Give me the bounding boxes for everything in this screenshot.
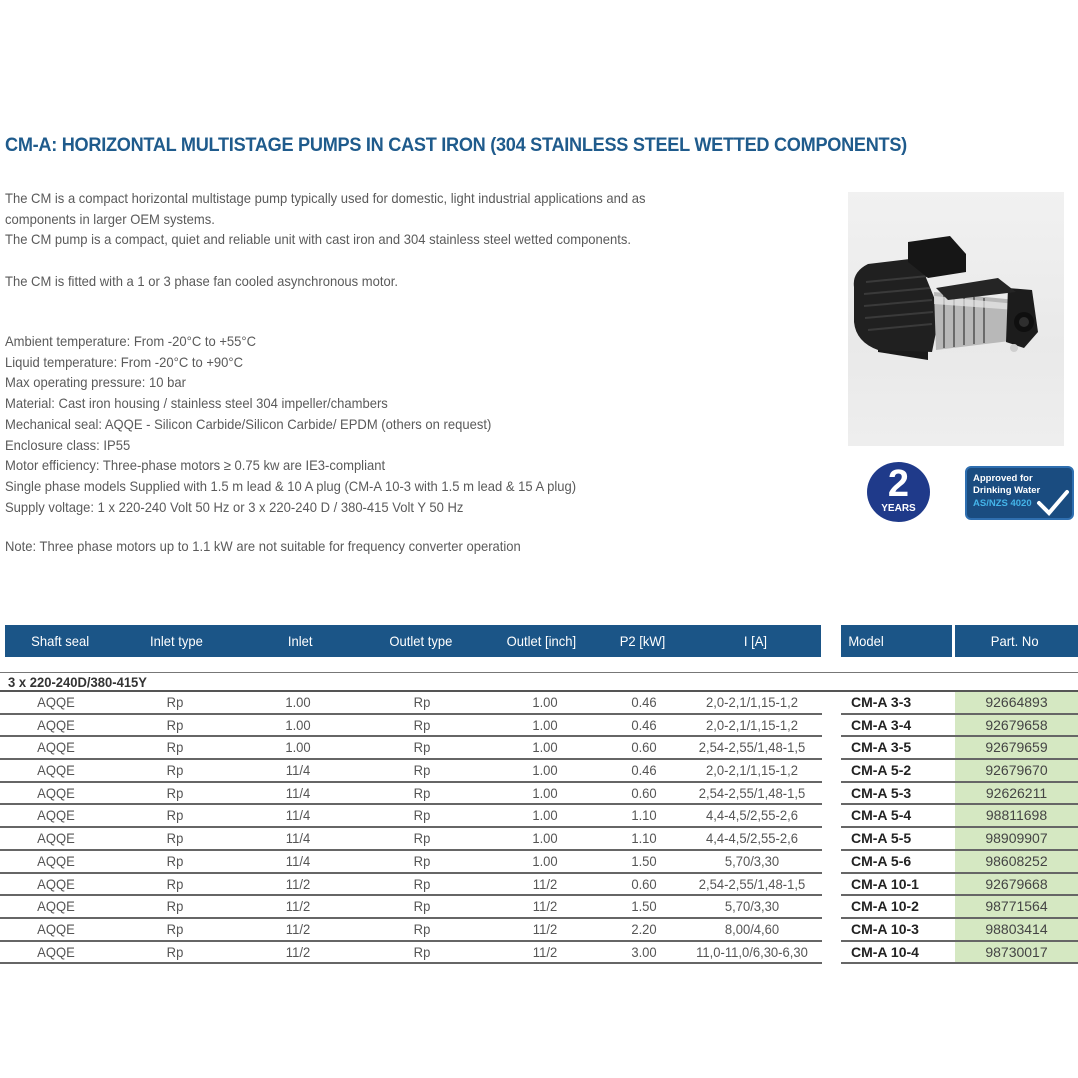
inlet-cell: 1.00 xyxy=(285,739,311,756)
shaft-seal-cell: AQQE xyxy=(37,716,75,733)
model-cell: CM-A 5-4 xyxy=(851,807,912,824)
outlet-cell: 11/2 xyxy=(532,943,558,960)
shaft-seal-cell: AQQE xyxy=(37,898,75,915)
outlet-type-cell: Rp xyxy=(413,784,431,801)
col-header-part-no: Part. No xyxy=(990,633,1039,649)
warranty-years-label: YEARS xyxy=(881,503,916,514)
inlet-cell: 1.00 xyxy=(285,694,311,710)
current-cell: 5,70/3,30 xyxy=(724,898,780,915)
table-row xyxy=(0,896,1078,919)
voltage-group-label: 3 x 220-240D/380-415Y xyxy=(8,674,147,690)
model-cell: CM-A 10-1 xyxy=(851,875,919,892)
description-line: The CM is a compact horizontal multistage pump typically used for domestic, light industrial applications and as xyxy=(5,190,646,206)
p2-cell: 0.46 xyxy=(631,716,657,733)
outlet-cell: 11/2 xyxy=(532,875,558,892)
p2-cell: 3.00 xyxy=(631,943,657,960)
row-divider xyxy=(0,962,822,964)
table-header-model xyxy=(841,625,952,657)
col-header-shaft-seal: Shaft seal xyxy=(31,633,90,649)
row-divider xyxy=(841,962,1078,964)
checkmark-icon xyxy=(1036,489,1070,517)
inlet-cell: 1.00 xyxy=(285,716,311,733)
current-cell: 2,54-2,55/1,48-1,5 xyxy=(698,875,806,892)
outlet-type-cell: Rp xyxy=(413,875,431,892)
inlet-cell: 11/2 xyxy=(285,920,311,937)
table-row xyxy=(0,760,1078,783)
inlet-cell: 11/2 xyxy=(285,875,311,892)
current-cell: 2,0-2,1/1,15-1,2 xyxy=(706,694,798,710)
inlet-type-cell: Rp xyxy=(166,852,184,869)
table-header xyxy=(5,625,821,657)
outlet-type-cell: Rp xyxy=(413,694,431,710)
p2-cell: 1.10 xyxy=(631,830,657,847)
p2-cell: 1.10 xyxy=(631,807,657,824)
spec-line: Liquid temperature: From -20°C to +90°C xyxy=(5,353,244,370)
shaft-seal-cell: AQQE xyxy=(37,762,75,779)
current-cell: 2,0-2,1/1,15-1,2 xyxy=(706,716,798,733)
outlet-cell: 1.00 xyxy=(532,784,558,801)
inlet-type-cell: Rp xyxy=(166,875,184,892)
part-number-cell: 92679659 xyxy=(955,737,1078,758)
outlet-type-cell: Rp xyxy=(413,852,431,869)
shaft-seal-cell: AQQE xyxy=(37,943,75,960)
current-cell: 2,0-2,1/1,15-1,2 xyxy=(706,762,798,779)
inlet-type-cell: Rp xyxy=(166,943,184,960)
outlet-cell: 1.00 xyxy=(532,694,558,710)
shaft-seal-cell: AQQE xyxy=(37,694,75,710)
part-number-cell: 92679670 xyxy=(955,760,1078,781)
outlet-cell: 1.00 xyxy=(532,852,558,869)
table-row xyxy=(0,715,1078,738)
inlet-cell: 11/4 xyxy=(285,762,311,779)
description xyxy=(5,188,825,292)
model-cell: CM-A 10-4 xyxy=(851,943,919,960)
table-row xyxy=(0,783,1078,806)
shaft-seal-cell: AQQE xyxy=(37,784,75,801)
outlet-type-cell: Rp xyxy=(413,830,431,847)
outlet-type-cell: Rp xyxy=(413,920,431,937)
table-row xyxy=(0,942,1078,965)
inlet-type-cell: Rp xyxy=(166,898,184,915)
spec-list xyxy=(5,331,619,517)
inlet-type-cell: Rp xyxy=(166,739,184,756)
spec-line: Supply voltage: 1 x 220-240 Volt 50 Hz or 3 x 220-240 D / 380-415 Volt Y 50 Hz xyxy=(5,498,464,515)
inlet-cell: 11/4 xyxy=(285,830,311,847)
outlet-cell: 1.00 xyxy=(532,830,558,847)
outlet-cell: 1.00 xyxy=(532,807,558,824)
table-row xyxy=(0,874,1078,897)
badge-standard: AS/NZS 4020 xyxy=(973,498,1032,509)
outlet-type-cell: Rp xyxy=(413,739,431,756)
table-row xyxy=(0,805,1078,828)
spec-line: Single phase models Supplied with 1.5 m lead & 10 A plug (CM-A 10-3 with 1.5 m lead & 15 A plug) xyxy=(5,477,577,494)
outlet-type-cell: Rp xyxy=(413,898,431,915)
description-line: components in larger OEM systems. xyxy=(5,210,215,227)
outlet-type-cell: Rp xyxy=(413,716,431,733)
spec-line: Max operating pressure: 10 bar xyxy=(5,374,186,391)
col-header-outlet: Outlet [inch] xyxy=(506,633,577,649)
part-number-cell: 98771564 xyxy=(955,896,1078,917)
part-number-cell: 98909907 xyxy=(955,828,1078,849)
outlet-cell: 1.00 xyxy=(532,716,558,733)
table-row xyxy=(0,737,1078,760)
note: Note: Three phase motors up to 1.1 kW are not suitable for frequency converter operation xyxy=(5,538,521,554)
table-header-part xyxy=(955,625,1078,657)
p2-cell: 2.20 xyxy=(631,920,657,937)
model-cell: CM-A 5-6 xyxy=(851,852,912,869)
outlet-cell: 11/2 xyxy=(532,920,558,937)
description-line: The CM pump is a compact, quiet and reliable unit with cast iron and 304 stainless steel wetted components. xyxy=(5,231,632,248)
inlet-cell: 11/4 xyxy=(285,807,311,824)
part-number-cell: 92679668 xyxy=(955,874,1078,895)
col-header-outlet-type: Outlet type xyxy=(389,633,453,649)
shaft-seal-cell: AQQE xyxy=(37,852,75,869)
part-number-cell: 98608252 xyxy=(955,851,1078,872)
model-cell: CM-A 3-3 xyxy=(851,694,912,710)
part-number-cell: 92664893 xyxy=(955,692,1078,713)
inlet-type-cell: Rp xyxy=(166,920,184,937)
outlet-cell: 1.00 xyxy=(532,739,558,756)
warranty-years-number: 2 xyxy=(887,463,910,505)
description-line: The CM is fitted with a 1 or 3 phase fan cooled asynchronous motor. xyxy=(5,272,398,289)
outlet-type-cell: Rp xyxy=(413,807,431,824)
outlet-cell: 11/2 xyxy=(532,898,558,915)
model-cell: CM-A 5-2 xyxy=(851,762,912,779)
inlet-type-cell: Rp xyxy=(166,694,184,710)
table-row xyxy=(0,828,1078,851)
inlet-type-cell: Rp xyxy=(166,716,184,733)
col-header-inlet: Inlet xyxy=(287,633,313,649)
col-header-model: Model xyxy=(848,633,884,649)
table-body xyxy=(0,692,1078,964)
current-cell: 11,0-11,0/6,30-6,30 xyxy=(696,943,808,960)
model-cell: CM-A 3-4 xyxy=(851,716,912,733)
part-number-cell: 98811698 xyxy=(955,805,1078,826)
outlet-type-cell: Rp xyxy=(413,762,431,779)
pump-product-image xyxy=(848,192,1064,446)
shaft-seal-cell: AQQE xyxy=(37,920,75,937)
col-header-inlet-type: Inlet type xyxy=(149,633,203,649)
part-number-cell: 98803414 xyxy=(955,919,1078,940)
shaft-seal-cell: AQQE xyxy=(37,739,75,756)
table-row xyxy=(0,692,1078,715)
p2-cell: 0.60 xyxy=(631,784,657,801)
model-cell: CM-A 5-3 xyxy=(851,784,912,801)
inlet-cell: 11/4 xyxy=(285,784,311,801)
warranty-badge xyxy=(867,462,930,522)
p2-cell: 0.60 xyxy=(631,875,657,892)
table-row xyxy=(0,851,1078,874)
inlet-type-cell: Rp xyxy=(166,784,184,801)
spec-line: Material: Cast iron housing / stainless steel 304 impeller/chambers xyxy=(5,395,388,412)
shaft-seal-cell: AQQE xyxy=(37,807,75,824)
col-header-current: I [A] xyxy=(743,633,768,649)
p2-cell: 0.60 xyxy=(631,739,657,756)
p2-cell: 0.46 xyxy=(631,694,657,710)
shaft-seal-cell: AQQE xyxy=(37,830,75,847)
voltage-group-row xyxy=(0,672,1078,692)
badge-text: Approved for xyxy=(973,473,1033,484)
current-cell: 5,70/3,30 xyxy=(724,852,780,869)
model-cell: CM-A 3-5 xyxy=(851,739,912,756)
model-cell: CM-A 5-5 xyxy=(851,830,912,847)
current-cell: 2,54-2,55/1,48-1,5 xyxy=(698,784,806,801)
table-row xyxy=(0,919,1078,942)
inlet-type-cell: Rp xyxy=(166,830,184,847)
part-number-cell: 92626211 xyxy=(955,783,1078,804)
outlet-cell: 1.00 xyxy=(532,762,558,779)
p2-cell: 0.46 xyxy=(631,762,657,779)
current-cell: 4,4-4,5/2,55-2,6 xyxy=(706,830,798,847)
spec-line: Mechanical seal: AQQE - Silicon Carbide/Silicon Carbide/ EPDM (others on request) xyxy=(5,415,492,432)
spec-line: Motor efficiency: Three-phase motors ≥ 0.75 kw are IE3-compliant xyxy=(5,457,386,474)
shaft-seal-cell: AQQE xyxy=(37,875,75,892)
badge-text: Drinking Water xyxy=(973,485,1041,496)
inlet-cell: 11/2 xyxy=(285,898,311,915)
current-cell: 4,4-4,5/2,55-2,6 xyxy=(706,807,798,824)
outlet-type-cell: Rp xyxy=(413,943,431,960)
inlet-cell: 11/4 xyxy=(285,852,311,869)
drinking-water-badge xyxy=(965,466,1074,520)
col-header-p2: P2 [kW] xyxy=(619,633,666,649)
current-cell: 8,00/4,60 xyxy=(724,920,780,937)
model-cell: CM-A 10-3 xyxy=(851,920,919,937)
inlet-type-cell: Rp xyxy=(166,762,184,779)
inlet-cell: 11/2 xyxy=(285,943,311,960)
model-cell: CM-A 10-2 xyxy=(851,898,919,915)
p2-cell: 1.50 xyxy=(631,898,657,915)
page-title: CM-A: HORIZONTAL MULTISTAGE PUMPS IN CAST IRON (304 STAINLESS STEEL WETTED COMPONENTS) xyxy=(5,134,907,156)
spec-line: Ambient temperature: From -20°C to +55°C xyxy=(5,333,257,349)
part-number-cell: 98730017 xyxy=(955,942,1078,963)
spec-line: Enclosure class: IP55 xyxy=(5,436,131,453)
part-number-cell: 92679658 xyxy=(955,715,1078,736)
inlet-type-cell: Rp xyxy=(166,807,184,824)
current-cell: 2,54-2,55/1,48-1,5 xyxy=(698,739,806,756)
p2-cell: 1.50 xyxy=(631,852,657,869)
